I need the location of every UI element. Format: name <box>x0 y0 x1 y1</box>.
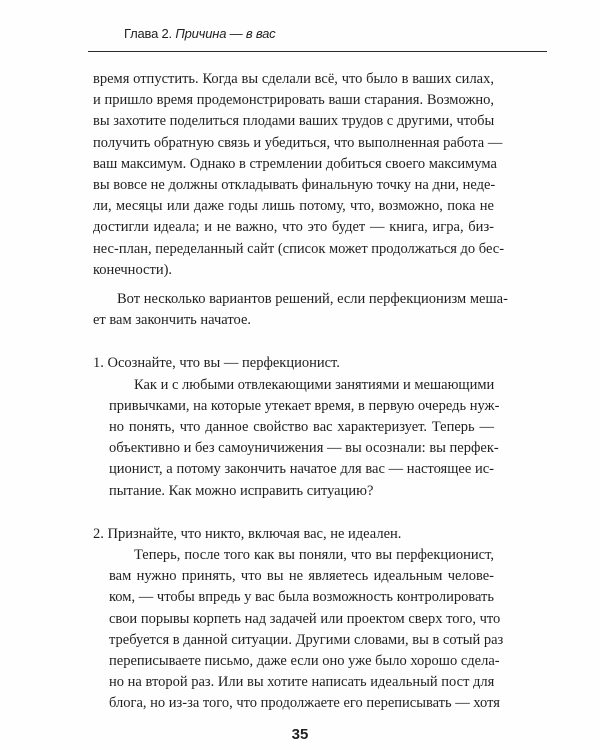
text-line: Как и с любыми отвлекающими занятиями и мешающими <box>134 376 495 393</box>
text-line: ционист, а потому закончить начатое для вас — настоящее ис- <box>109 461 494 478</box>
text-line: переписываете письмо, даже если оно уже было хорошо сдела- <box>109 653 500 669</box>
text-line: блога, но из-за того, что продолжаете его переписывать — хотя <box>109 695 500 712</box>
text-line: время отпустить. Когда вы сделали всё, что было в ваших силах, <box>93 71 494 87</box>
list-item-1-heading: 1. Осознайте, что вы — перфекционист. <box>93 355 340 372</box>
running-header <box>124 26 544 41</box>
text-line: свои порывы корпеть над задачей или проектом сверх того, что <box>109 610 501 627</box>
header-rule <box>88 51 547 52</box>
header-chapter: Глава 2. <box>124 26 172 41</box>
text-line: вам нужно принять, что вы не являетесь идеальным челове- <box>109 568 494 585</box>
text-line: объективно и без самоуничижения — вы осознали: вы перфек- <box>109 440 499 457</box>
text-line: ваш максимум. Однако в стремлении добиться своего максимума <box>93 155 497 172</box>
text-line: но понять, что данное свойство вас характеризует. Теперь — <box>109 419 494 435</box>
page-number: 35 <box>291 725 309 743</box>
text-line: Теперь, после того как вы поняли, что вы перфекционист, <box>134 547 494 563</box>
text-line: ли, месяцы или даже годы лишь потому, что, возможно, пока не <box>93 198 494 215</box>
text-line: ком, — чтобы впредь у вас была возможность контролировать <box>109 589 494 606</box>
text-line: нес-план, переделанный сайт (список может продолжаться до бес- <box>93 240 505 257</box>
text-line: вы захотите поделиться плодами ваших трудов с другими, чтобы <box>93 113 495 130</box>
text-line: требуется в данной ситуации. Другими словами, вы в сотый раз <box>109 631 504 648</box>
text-line: пытание. Как можно исправить ситуацию? <box>109 482 374 499</box>
text-line: привычками, на которые утекает время, в первую очередь нуж- <box>109 397 500 414</box>
text-line: вы вовсе не должны откладывать финальную точку на дни, неде- <box>93 177 496 193</box>
text-line: достигли идеала; и не важно, что это будет — книга, игра, биз- <box>93 219 494 236</box>
text-line: Вот несколько вариантов решений, если перфекционизм меша- <box>117 291 508 307</box>
list-item-2-heading: 2. Признайте, что никто, включая вас, не идеален. <box>93 525 402 542</box>
header-title: Причина — в вас <box>175 26 276 41</box>
text-line: ет вам закончить начатое. <box>93 312 251 329</box>
text-line: но на второй раз. Или вы хотите написать идеальный пост для <box>109 674 495 691</box>
text-line: и пришло время продемонстрировать ваши старания. Возможно, <box>93 92 494 109</box>
text-line: конечности). <box>93 261 173 278</box>
text-line: получить обратную связь и убедиться, что выполненная работа — <box>93 134 503 151</box>
